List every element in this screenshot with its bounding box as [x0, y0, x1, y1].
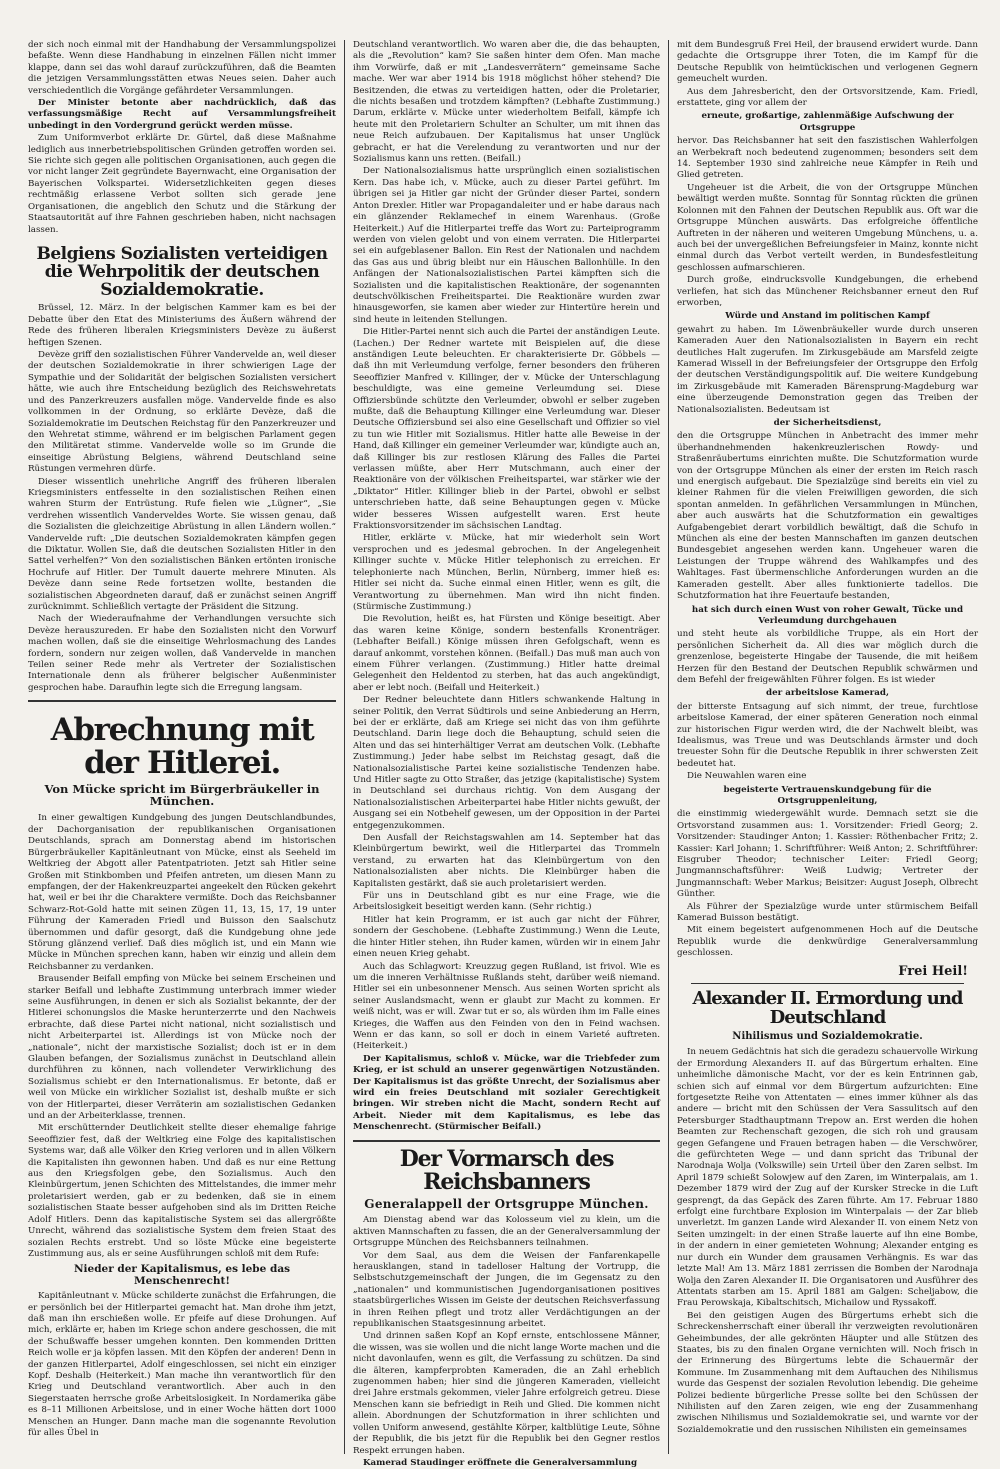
- paragraph-bold: Der Minister betonte aber nachdrücklich, daß das verfassungsmäßige Recht auf Versammlungsfreiheit unbedingt in den Vordergrund gerückt werden müsse.: [28, 98, 336, 131]
- paragraph: den die Ortsgruppe München in Anbetracht des immer mehr überhandnehmenden hakenkreuzlerischen Rowdy- und Straßenräubertums einrichten mußte. Die Schutzformation wurde von der Ortsgruppe München als einer der ersten im Reich rasch und energisch aufgebaut. Die Spezialzüge sind bereits ein viel zu kleiner Rahmen für die vielen Freiwilligen geworden, die sich spontan anmelden. In gefährlichen Versammlungen in München, aber auch auswärts hat die Schutzformation ein gewaltiges Aufgabengebiet derart vorbildlich bewältigt, daß die Schufo in München als eine der besten Mannschaften im ganzen deutschen Bundesgebiet angesehen werden kann. Ungeheuer waren die Leistungen der Truppe während des Wahlkampfes und des Wahltages. Fast übermenschliche Anforderungen wurden an die Kameraden gestellt. Aber alles funktionierte tadellos. Die Schutzformation hat ihre Feuertaufe bestanden,: [677, 431, 978, 602]
- paragraph: Für uns in Deutschland gibt es nur eine Frage, wie die Arbeitslosigkeit beseitigt werden kann. (Sehr richtig.): [353, 891, 660, 913]
- closing-salute: Frei Heil!: [898, 963, 968, 979]
- paragraph: die einstimmig wiedergewählt wurde. Demnach setzt sie die Ortsvorstand zusammen aus: 1. Vorsitzender: Friedl Georg; 2. Vorsitzender: Staudinger Anton; 1. Kassier: Röthenbacher Fritz; 2. Kassier: Karl Johann; 1. Schriftführer: Weiß Anton; 2. Schriftführer: Eisgruber Theodor; technischer Leiter: Friedl Georg; Jungmannschaftsführer: Weiß Ludwig; Vertreter der Jungmannschaft: Weber Markus; Beisitzer: August Joseph, Olbrecht Günther.: [677, 809, 978, 900]
- paragraph: Den Ausfall der Reichstagswahlen am 14. September hat das Kleinbürgertum bewirkt, weil die Hitlerpartei das Trommeln verstand, zu erwarten hat das Kleinbürgertum von den Nationalsozialisten aber nichts. Die Kleinbürger haben die Kapitalisten gestärkt, daß sie auch proletarisiert werden.: [353, 833, 660, 889]
- paragraph: Als Führer der Spezialzüge wurde unter stürmischem Beifall Kamerad Buisson bestätigt.: [677, 901, 978, 924]
- paragraph: Die Hitler-Partei nennt sich auch die Partei der anständigen Leute. (Lachen.) Der Redner wartete mit Beispielen auf, die diese anständigen Leute beleuchten. Er charakterisierte Dr. Göbbels — daß ihn mit Verleumdung verfolge, ferner besonders den früheren Seeoffizier Manfred v. Killinger, der v. Mücke der Unterschlagung beschuldigte, was eine gemeine Verleumdung sei. Diese Offiziersbünde schützte den Verleumder, obwohl er selber zugeben mußte, daß die Behauptung Killinger eine Verleumdung war. Dieser Deutsche Offiziersbund sei also eine Gesellschaft und Offizier so viel zu tun wie Hitler mit Sozialismus. Hitler hatte alle Beweise in der Hand, daß Killinger ein gemeiner Verleumder war, kündigte auch an, daß Killinger bis zur restlosen Klärung des Falles die Partei verlassen müßte, aber Herr Mutschmann, auch einer der Reaktionäre von der völkischen Freiheitspartei, war stärker wie der „Diktator“ Hitler. Killinger blieb in der Partei, obwohl er selbst unterschrieben hatte, daß seine Behauptungen gegen v. Mücke wider besseres Wissen aufgestellt waren. Erst heute Fraktionsvorsitzender im sächsischen Landtag.: [353, 327, 660, 532]
- paragraph: Die Neuwahlen waren eine: [687, 771, 807, 782]
- subheading: Würde und Anstand im politischen Kampf: [725, 311, 930, 322]
- subheading: erneute, großartige, zahlenmäßige Aufschwung der Ortsgruppe: [701, 111, 954, 133]
- column-right: [668, 40, 986, 1454]
- paragraph: Dieser wissentlich unehrliche Angriff des früheren liberalen Kriegsministers entfesselte in den sozialistischen Reihen einen wahren Sturm der Entrüstung. Rufe fielen wie „Lügner“, „Sie verdrehen wissentlich Vanderveldes Worte. Sie wissen genau, daß die Sozialisten die gleichzeitige Abrüstung in allen Ländern wollen.“ Vandervelde ruft: „Die deutschen Sozialdemokraten kämpfen gegen die Diktatur. Wollen Sie, daß die deutschen Sozialisten Hitler in den Sattel verhelfen?“ Von den sozialistischen Bänken ertönten ironische Hochrufe auf Hitler. Der Tumult dauerte mehrere Minuten. Als Devèze dann seine Rede fortsetzen wollte, bestanden die sozialistischen Abgeordneten darauf, daß er zunächst seinen Angriff zurücknimmt. Schließlich vertagte der Präsident die Sitzung.: [28, 476, 336, 612]
- paragraph: Kapitänleutnant v. Mücke schilderte zunächst die Erfahrungen, die er persönlich bei der Hitlerpartei gemacht hat. Man drohe ihm jetzt, daß man ihn erschießen wolle. Er pfeife auf diese Drohungen. Auf mich, erklärte er, haben im Kriege schon andere geschossen, die mit der Schußwaffe besser umgehen konnten. Den kommenden Dritten Reich wolle er ja köpfen lassen. Mit den Köpfen der anderen! Denn in der ganzen Hitlerpartei, Adolf eingeschlossen, sei nicht ein einziger Kopf. Deshalb (Heiterkeit.) Man mache ihn verantwortlich für den Krieg und Deutschland verantwortlich. Aber auch in den Siegerstaaten herrsche große Arbeitslosigkeit. In Nordamerika gäbe es 8–11 Millionen Arbeitslose, und in einer Woche hätten dort 1000 Menschen an Hunger. Dann mache man die sogenannte Revolution für alles Übel in: [28, 1291, 336, 1438]
- paragraph: Zum Uniformverbot erklärte Dr. Gürtel, daß diese Maßnahme lediglich aus innerbetriebspolitischen Gründen getroffen worden sei. Sie richte sich gegen alle politischen Organisationen, auch gegen die vor nicht langer Zeit gegründete Bayernwacht, eine Organisation der Bayerischen Volkspartei. Widersetzlichkeiten gegen dieses rechtmäßig erlassene Verbot sollten sich gerade jene Organisationen, die angeblich den Schutz und die Stärkung der Staatsautorität auf ihre Fahnen geschrieben haben, nicht nachsagen lassen.: [28, 133, 336, 235]
- subheading: hat sich durch einen Wust von roher Gewalt, Tücke und Verleumdung durchgehauen: [691, 604, 964, 626]
- column-middle: [344, 40, 668, 1468]
- paragraph: Am Dienstag abend war das Kolosseum viel zu klein, um die aktiven Mannschaften zu fassen, die an der Generalversammlung der Ortsgruppe München des Reichsbanners teilnahmen.: [353, 1215, 660, 1249]
- paragraph: Mit einem begeistert aufgenommenen Hoch auf die Deutsche Republik wurde die denkwürdige Generalversammlung geschlossen.: [677, 925, 978, 959]
- paragraph: Bei den geistigen Augen des Bürgertums erhebt sich die Schreckensherrschaft einer überall ihr verzweigten revolutionären Geheimbundes, der alle gekrönten Häupter und alle Stützen des Staates, bis zu den finalen Organe vernichten will. Noch frisch in der Erinnerung des Bürgertums lebte die Schauermär der Kommune. Im Zusammenhang mit dem Auftauchen des Nihilismus wurde das Gespenst der sozialen Revolution lebendig. Die geheime Polizei bediente bürgerliche Presse sollte bei den Schüssen der Nihilisten auf den Zaren zeigen, wie eng der Zusammenhang zwischen Nihilismus und Sozialdemokratie sei, und warnte vor der Sozialdemokratie und den russischen Nihilisten ein gemeinsames: [677, 1310, 978, 1435]
- divider: [28, 700, 336, 702]
- paragraph: Der Redner beleuchtete dann Hitlers schwankende Haltung in seiner Politik, den Verrat Südtirols und seine Anbiederung an Herrn, bei der er erklärte, daß am Kriege sei nicht das von ihm geführte Deutschland. Darin liege doch die Behauptung, schuld seien die Alten und das sei hinterhältiger Verrat am deutschen Volk. (Lebhafte Zustimmung.) Jeder habe selbst im Reichstag gesagt, daß die Nationalsozialistische Partei keine sozialistische Tendenzen habe. Und Hitler sagte zu Otto Straßer, das jetzige (kapitalistische) System in Deutschland sei durchaus richtig. Von dem Ausgang der Nationalsozialistischen Arbeiterpartei habe Hitler nichts gewußt, der Ausgang sei ein Notbehelf gewesen, um der Opposition in der Partei entgegenzukommen.: [353, 695, 660, 831]
- paragraph: Mit erschütternder Deutlichkeit stellte dieser ehemalige fahrige Seeoffizier fest, daß der Weltkrieg eine Folge des kapitalistischen Systems war, daß alle Völker den Krieg verloren und in allen Völkern die Kapitalisten ihn gewonnen haben. Und daß es nur eine Rettung aus den Kriegsfolgen gebe, den Sozialismus. Auch den Kleinbürgertum, jenen Schichten des Mittelstandes, die immer mehr proletarisiert werden, gab er zu bedenken, daß sie in einem sozialistischen Staate besser aufgehoben sind als im Dritten Reiche Adolf Hitlers. Denn das kapitalistische System sei das allergrößte Unrecht, während das sozialistische System dem freien Staat des sozialen Rechts erstrebt. Und so löste Mücke eine begeisterte Zustimmung aus, als er seine Ausführungen schloß mit dem Rufe:: [28, 1123, 336, 1259]
- paragraph: Devèze griff den sozialistischen Führer Vandervelde an, weil dieser der deutschen Sozialdemokratie in ihrer schwierigen Lage der Sympathie und der Solidarität der belgischen Sozialisten versichert hätte, wie auch ihre Entscheidung bezüglich des Reichswehretats und des Panzerkreuzers ausfallen möge. Vandervelde finde es also vollkommen in der Ordnung, so erklärte Devèze, daß die Sozialdemokratie im Deutschen Reichstag für den Panzerkreuzer und den Wehretat stimme, während er im belgischen Parlament gegen den Militäretat stimme. Vandervelde wolle so im Grunde die einseitige Abrüstung Belgiens, während Deutschland seine Rüstungen vermehren dürfe.: [28, 350, 336, 475]
- paragraph-bold: Der Kapitalismus, schloß v. Mücke, war die Triebfeder zum Krieg, er ist schuld an unserer gegenwärtigen Notzuständen. Der Kapitalismus ist das größte Unrecht, der Sozialismus aber wird ein freies Deutschland mit sozialer Gerechtigkeit bringen. Wir streben nicht die Macht, sondern Recht auf Arbeit. Nieder mit dem Kapitalismus, es lebe das Menschenrecht. (Stürmischer Beifall.): [353, 1053, 660, 1133]
- paragraph: Aus dem Jahresbericht, den der Ortsvorsitzende, Kam. Friedl, erstattete, ging vor allem der: [677, 86, 978, 109]
- paragraph: der bitterste Entsagung auf sich nimmt, der treue, furchtlose arbeitslose Kamerad, der einer späteren Generation noch einmal zur historischen Figur werden wird, die der Nachwelt bleibt, was Idealismus, was Treue und was Deutschlands ärmster und doch treuester Sohn für die Deutsche Republik in ihrer schwersten Zeit bedeutet hat.: [677, 701, 978, 769]
- subheadline-abrechnung: Von Mücke spricht im Bürgerbräukeller in München.: [44, 782, 320, 809]
- paragraph: mit dem Bundesgruß Frei Heil, der brausend erwidert wurde. Dann gedachte die Ortsgruppe ihrer Toten, die im Kampf für die Deutsche Republik von heimtückischen und verlogenen Gegnern gemeuchelt wurden.: [677, 40, 978, 85]
- paragraph: In neuem Gedächtnis hat sich die geradezu schauervolle Wirkung der Ermordung Alexanders II. auf das Bürgertum erhalten. Eine unheimliche dämonische Macht, vor der es kein Entrinnen gab, schien sich auf einmal vor dem Bürgertum aufzurichten: Eine fortgesetzte Reihe von Attentaten — eines immer kühner als das andere — bricht mit den Schüssen der Vera Sassulitsch auf den Petersburger Stadthauptmann Trepow an. Erst werden die hohen Beamten zur Rechenschaft gezogen, die sich roh und grausam gegen Gefangene und Frauen betragen haben — die Verschwörer, die gefürchteten Wege — und dann spricht das Tribunal der Narodnaja Wolja (Volkswille) sein Urteil über den Zaren selbst. Im April 1879 schießt Solowjew auf den Zaren, im Winterpalais, am 1. Dezember 1879 wird der Zug auf der Kursker Strecke in die Luft gesprengt, da das Gepäck des Zaren führte. Am 17. Februar 1880 erfolgt eine furchtbare Explosion im Winterpalais — der Zar blieb unverletzt. Im ganzen Lande wird Alexander II. von einem Netz von Seiten umzingelt: in der einen Straße lauerte auf ihn eine Bombe, in der andern in einer gemieteten Wohnung; Alexander entging es nur durch ein Wunder dem grausamen Verhängnis. Es war das letzte Mal! Am 13. März 1881 zerrissen die Bomben der Narodnaja Wolja den Zaren Alexander II. Die Organisatoren und Ausführer des Attentats starben am 15. April 1881 am Galgen: Scheljabow, die Frau Perowskaja, Kibaltschitsch, Michailow und Ryssakoff.: [677, 1047, 978, 1309]
- subheadline-alexander: Nihilismus und Sozialdemokratie.: [732, 1030, 923, 1042]
- paragraph: und steht heute als vorbildliche Truppe, als ein Hort der persönlichen Sicherheit da. All dies war möglich durch die grenzenlose, begeisterte Hingabe der Tausende, die mit heißem Herzen für den Bestand der Deutschen Republik schwärmen und dem Befehl der freigewählten Führer folgen. Es ist wieder: [677, 629, 978, 685]
- paragraph: Durch große, eindrucksvolle Kundgebungen, die erhebend verliefen, hat sich das Münchener Reichsbanner erneut den Ruf erworben,: [677, 275, 978, 308]
- paragraph: hervor. Das Reichsbanner hat seit den faszistischen Wahlerfolgen an Werbekraft noch bedeutend zugenommen; besonders seit dem 14. September 1930 sind zahlreiche neue Kämpfer in Reih und Glied getreten.: [677, 136, 978, 181]
- subheadline-vormarsch: Generalappell der Ortsgruppe München.: [364, 1196, 649, 1211]
- divider: [691, 983, 964, 984]
- paragraph: Brüssel, 12. März. In der belgischen Kammer kam es bei der Debatte über den Etat des Ministeriums des Äußern während der Rede des früheren liberalen Kriegsministers Devèze zu äußerst heftigen Szenen.: [28, 303, 336, 348]
- paragraph: Der Nationalsozialismus hatte ursprünglich einen sozialistischen Kern. Das habe ich, v. Mücke, auch zu dieser Partei geführt. Im übrigen sei ja Hitler gar nicht der Gründer dieser Partei, sondern Anton Drexler. Hitler war Propagandaleiter und er habe daraus nach ein glänzender Reklamechef in einem Warenhaus. (Große Heiterkeit.) Auf die Hitlerpartei treffe das Wort zu: Parteiprogramm werden von vielen gelobt und von einem verraten. Die Hitlerpartei sei ein aufgeblasener Ballon. Ein Rest der Nationalen und nachdem das Gas aus und übrig bleibt nur ein Häuschen Ballonhülle. In den Anfängen der Nationalsozialistischen Partei kämpften sich die Sozialisten und die kapitalistischen Reaktionäre, der sogenannten deutschvölkischen Freiheitspartei. Die Reaktionäre wurden zwar hinausgeworfen, sie kamen aber wieder zur Hintertüre herein und sind heute in leitenden Stellungen.: [353, 166, 660, 325]
- paragraph: der sich noch einmal mit der Handhabung der Versammlungspolizei befaßte. Wenn diese Handhabung in einzelnen Fällen nicht immer klappe, dann sei das wohl darauf zurückzuführen, daß die Beamten die jetzigen Versammlungsstätten etwas Neues seien. Daher auch verschiedentlich die Vorgänge gefährdeter Versammlungen.: [28, 40, 336, 96]
- paragraph: Und drinnen saßen Kopf an Kopf ernste, entschlossene Männer, die wissen, was sie wollen und die nicht lange Worte machen und die nicht davonlaufen, wenn es gilt, die Verfassung zu schützen. Da sind die älteren, kampferprobten Kameraden, die an Zahl erheblich zugenommen haben; hier sind die jüngeren Kameraden, vielleicht drei Jahre erstmals gekommen, vieler Jahre erfolgreich getreu. Diese Menschen kann sie befriedigt in Reih und Glied. Die kommen nicht allein. Abordnungen der Schutzformation in ihrer schlichten und vollen Uniform anwesend, gestählte Körper, kaltblütige Leute, Söhne der Republik, die bis jetzt für die Republik bei den Gegner restlos Respekt errungen haben.: [353, 1331, 660, 1456]
- paragraph: Die Revolution, heißt es, hat Fürsten und Könige beseitigt. Aber das waren keine Könige, sondern bestenfalls Kronenträger. (Lebhafter Beifall.) Könige müssen ihren Gefolgschaft, wenn es darauf ankommt, vorstehen können. (Beifall.) Das muß man auch von einem Führer verlangen. (Zustimmung.) Hitler hatte dreimal Gelegenheit den Heldentod zu sterben, hat das auch angekündigt, aber er lebt noch. (Beifall und Heiterkeit.): [353, 614, 660, 693]
- subheading: der arbeitslose Kamerad,: [766, 688, 889, 699]
- divider: [353, 1140, 660, 1142]
- headline-abrechnung: Abrechnung mit der Hitlerei.: [50, 712, 314, 781]
- paragraph: Auch das Schlagwort: Kreuzzug gegen Rußland, ist frivol. Wie es um die inneren Verhältnisse Rußlands steht, darüber weiß niemand. Hitler sei ein unbesonnener Mensch. Aus seinen Worten spricht als seiner Auslandsmacht, wenn er glaubt zur Macht zu kommen. Er weiß nicht, was er will. Zwar tut er so, als würden ihm im Falle eines Krieges, die Waffen aus den Feinden von den in Feind wachsen. Wenn er das kann, so soll er doch in einem Varieté auftreten. (Heiterkeit.): [353, 961, 660, 1052]
- paragraph: Vor dem Saal, aus dem die Weisen der Fanfarenkapelle herausklangen, stand in tadelloser Haltung der Vortrupp, die Selbstschutzgemeinschaft der Jungen, die im Gegensatz zu den „nationalen“ und kommunistischen Jugendorganisationen positives staatsbürgerliches Wissen im Geiste der deutschen Reichsverfassung in ihren Reihen pflegt und trotz aller Verdächtigungen an der republikanischen Staatsgesinnung arbeitet.: [353, 1250, 660, 1330]
- paragraph: Brausender Beifall empfing von Mücke bei seinem Erscheinen und starker Beifall und lebhafte Zustimmung unterbrach immer wieder seine Ausführungen, in denen er sich als Sozialist bekannte, der der Hitlerei schonungslos die Maske herunterzerrte und den Nachweis erbrachte, daß diese Partei nicht national, nicht sozialistisch und nicht Arbeiterpartei ist. Allerdings ist von Mücke noch der „nationale“, nicht der marxistische Sozialist; doch ist er in dem Glauben befangen, der Sozialismus zunächst in Deutschland allein durchführen zu können, nach vollendeter Verwirklichung des Sozialismus schiebt er den Internationalismus. Er betonte, daß er weil von Mücke ein wirklicher Sozialist ist, deshalb mußte er sich von der Hitlerpartei, dieser Verräterin am sozialistischen Gedanken und an der Arbeiterklasse, trennen.: [28, 974, 336, 1122]
- paragraph: In einer gewaltigen Kundgebung des jungen Deutschlandbundes, der Dachorganisation der republikanischen Organisationen Deutschlands, sprach am Donnerstag abend im historischen Bürgerbräukeller Kapitänleutnant von Mücke, einst als Seeheld im Weltkrieg der Abgott aller Patentpatrioten. Jetzt sah Hitler seine Großen mit Stinkbomben und Pfeifen antreten, um diesen Mann zu empfangen, der der Hakenkreuzpartei angeekelt den Rücken gekehrt hat, weil er bei ihr die Charaktere vermißte. Doch das Reichsbanner Schwarz-Rot-Gold hatte mit seinen Zügen 11, 13, 15, 17, 19 unter Führung der Kameraden Friedl und Buisson den Saalschutz übernommen und dafür gesorgt, daß die Kundgebung ohne jede Störung glänzend verlief. Daß dies möglich ist, und ein Mann wie Mücke in München sprechen kann, haben wir einzig und allein dem Reichsbanner zu verdanken.: [28, 813, 336, 972]
- paragraph: Hitler hat kein Programm, er ist auch gar nicht der Führer, sondern der Geschobene. (Lebhafte Zustimmung.) Wenn die Leute, die hinter Hitler stehen, ihn Ruder kamen, würden wir in einem Jahr einen neuen Krieg gehabt.: [353, 914, 660, 960]
- paragraph: Kamerad Staudinger eröffnete die Generalversammlung: [363, 1457, 638, 1468]
- column-left: [20, 40, 344, 1454]
- headline-alexander: Alexander II. Ermordung und Deutschland: [692, 988, 963, 1028]
- paragraph: Ungeheuer ist die Arbeit, die von der Ortsgruppe München bewältigt werden mußte. Sonntag für Sonntag rückten die grünen Kolonnen mit den Fahnen der Deutschen Republik aus. Oft war die Ortsgruppe München auswärts. Das erfolgreiche öffentliche Auftreten in der näheren und weiteren Umgebung Münchens, u. a. auch bei der unvergeßlichen Befreiungsfeier in Mainz, konnte nicht einmal durch das Verbot verteilt werden, in Bundesfestleitung geschlossen aufmarschieren.: [677, 182, 978, 273]
- headline-vormarsch: Der Vormarsch des Reichsbanners: [399, 1145, 614, 1195]
- subheading: der Sicherheitsdienst,: [773, 418, 882, 428]
- slogan: Nieder der Kapitalismus, es lebe das Menschenrecht!: [73, 1263, 291, 1287]
- paragraph: gewahrt zu haben. Im Löwenbräukeller wurde durch unseren Kameraden Auer den Nationalsozialisten in Bayern ein recht deutliches Halt zugerufen. Im Zirkusgebäude am Marsfeld zeigte Kamerad Wissell in der Befreiungsfeier der Ortsgruppe den Erfolg der deutschen Verständigungspolitik auf. Die weitere Kundgebung im Zirkusgebäude mit Kameraden Bärensprung-Magdeburg war eine überzeugende Demonstration gegen das Treiben der Nationalsozialisten. Bedeutsam ist: [677, 324, 978, 415]
- subheading: begeisterte Vertrauenskundgebung für die Ortsgruppenleitung,: [723, 784, 932, 806]
- paragraph: Hitler, erklärte v. Mücke, hat mir wiederholt sein Wort versprochen und es jedesmal gebrochen. In der Angelegenheit Killinger suchte v. Mücke Hitler telephonisch zu erreichen. Er telephonierte nach München, Berlin, Nürnberg, immer hieß es: Hitler sei nicht da. Suche einmal einen Hitler, wenn es gilt, die Verantwortung zu übernehmen. Man wird ihn nicht finden. (Stürmische Zustimmung.): [353, 533, 660, 612]
- headline-belgien: Belgiens Sozialisten verteidigen die Wehrpolitik der deutschen Sozialdemokratie.: [36, 243, 328, 300]
- paragraph: Nach der Wiederaufnahme der Verhandlungen versuchte sich Devèze herauszureden. Er habe den Sozialisten nicht den Vorwurf machen wollen, daß sie die einseitige Wehrlosmachung des Landes fordern, sondern nur zeigen wollen, daß Vandervelde in manchen Teilen seiner Rede mehr als Vertreter der Sozialistischen Internationale denn als früherer belgischer Außenminister gesprochen habe. Daraufhin legte sich die Erregung langsam.: [28, 614, 336, 693]
- paragraph: Deutschland verantwortlich. Wo waren aber die, die das behaupten, als die „Revolution“ kam? Sie saßen hinter dem Ofen. Man mache ihm Vorwürfe, daß er mit „Landesverrätern“ gemeinsame Sache mache. Wer war aber 1914 bis 1918 möglichst höher stehend? Die Besitzenden, die etwas zu verteidigen hatten, oder die Proletarier, die nichts besaßen und trotzdem kämpften? (Lebhafte Zustimmung.) Darum, erklärte v. Mücke unter wiederholtem Beifall, kämpfe ich heute mit den Proletariern Schulter an Schulter, um mit ihnen das neue Reich aufzubauen. Der Kapitalismus hat unser Unglück gebracht, er hat die Verelendung zu verantworten und nur der Sozialismus kann uns retten. (Beifall.): [353, 40, 660, 165]
